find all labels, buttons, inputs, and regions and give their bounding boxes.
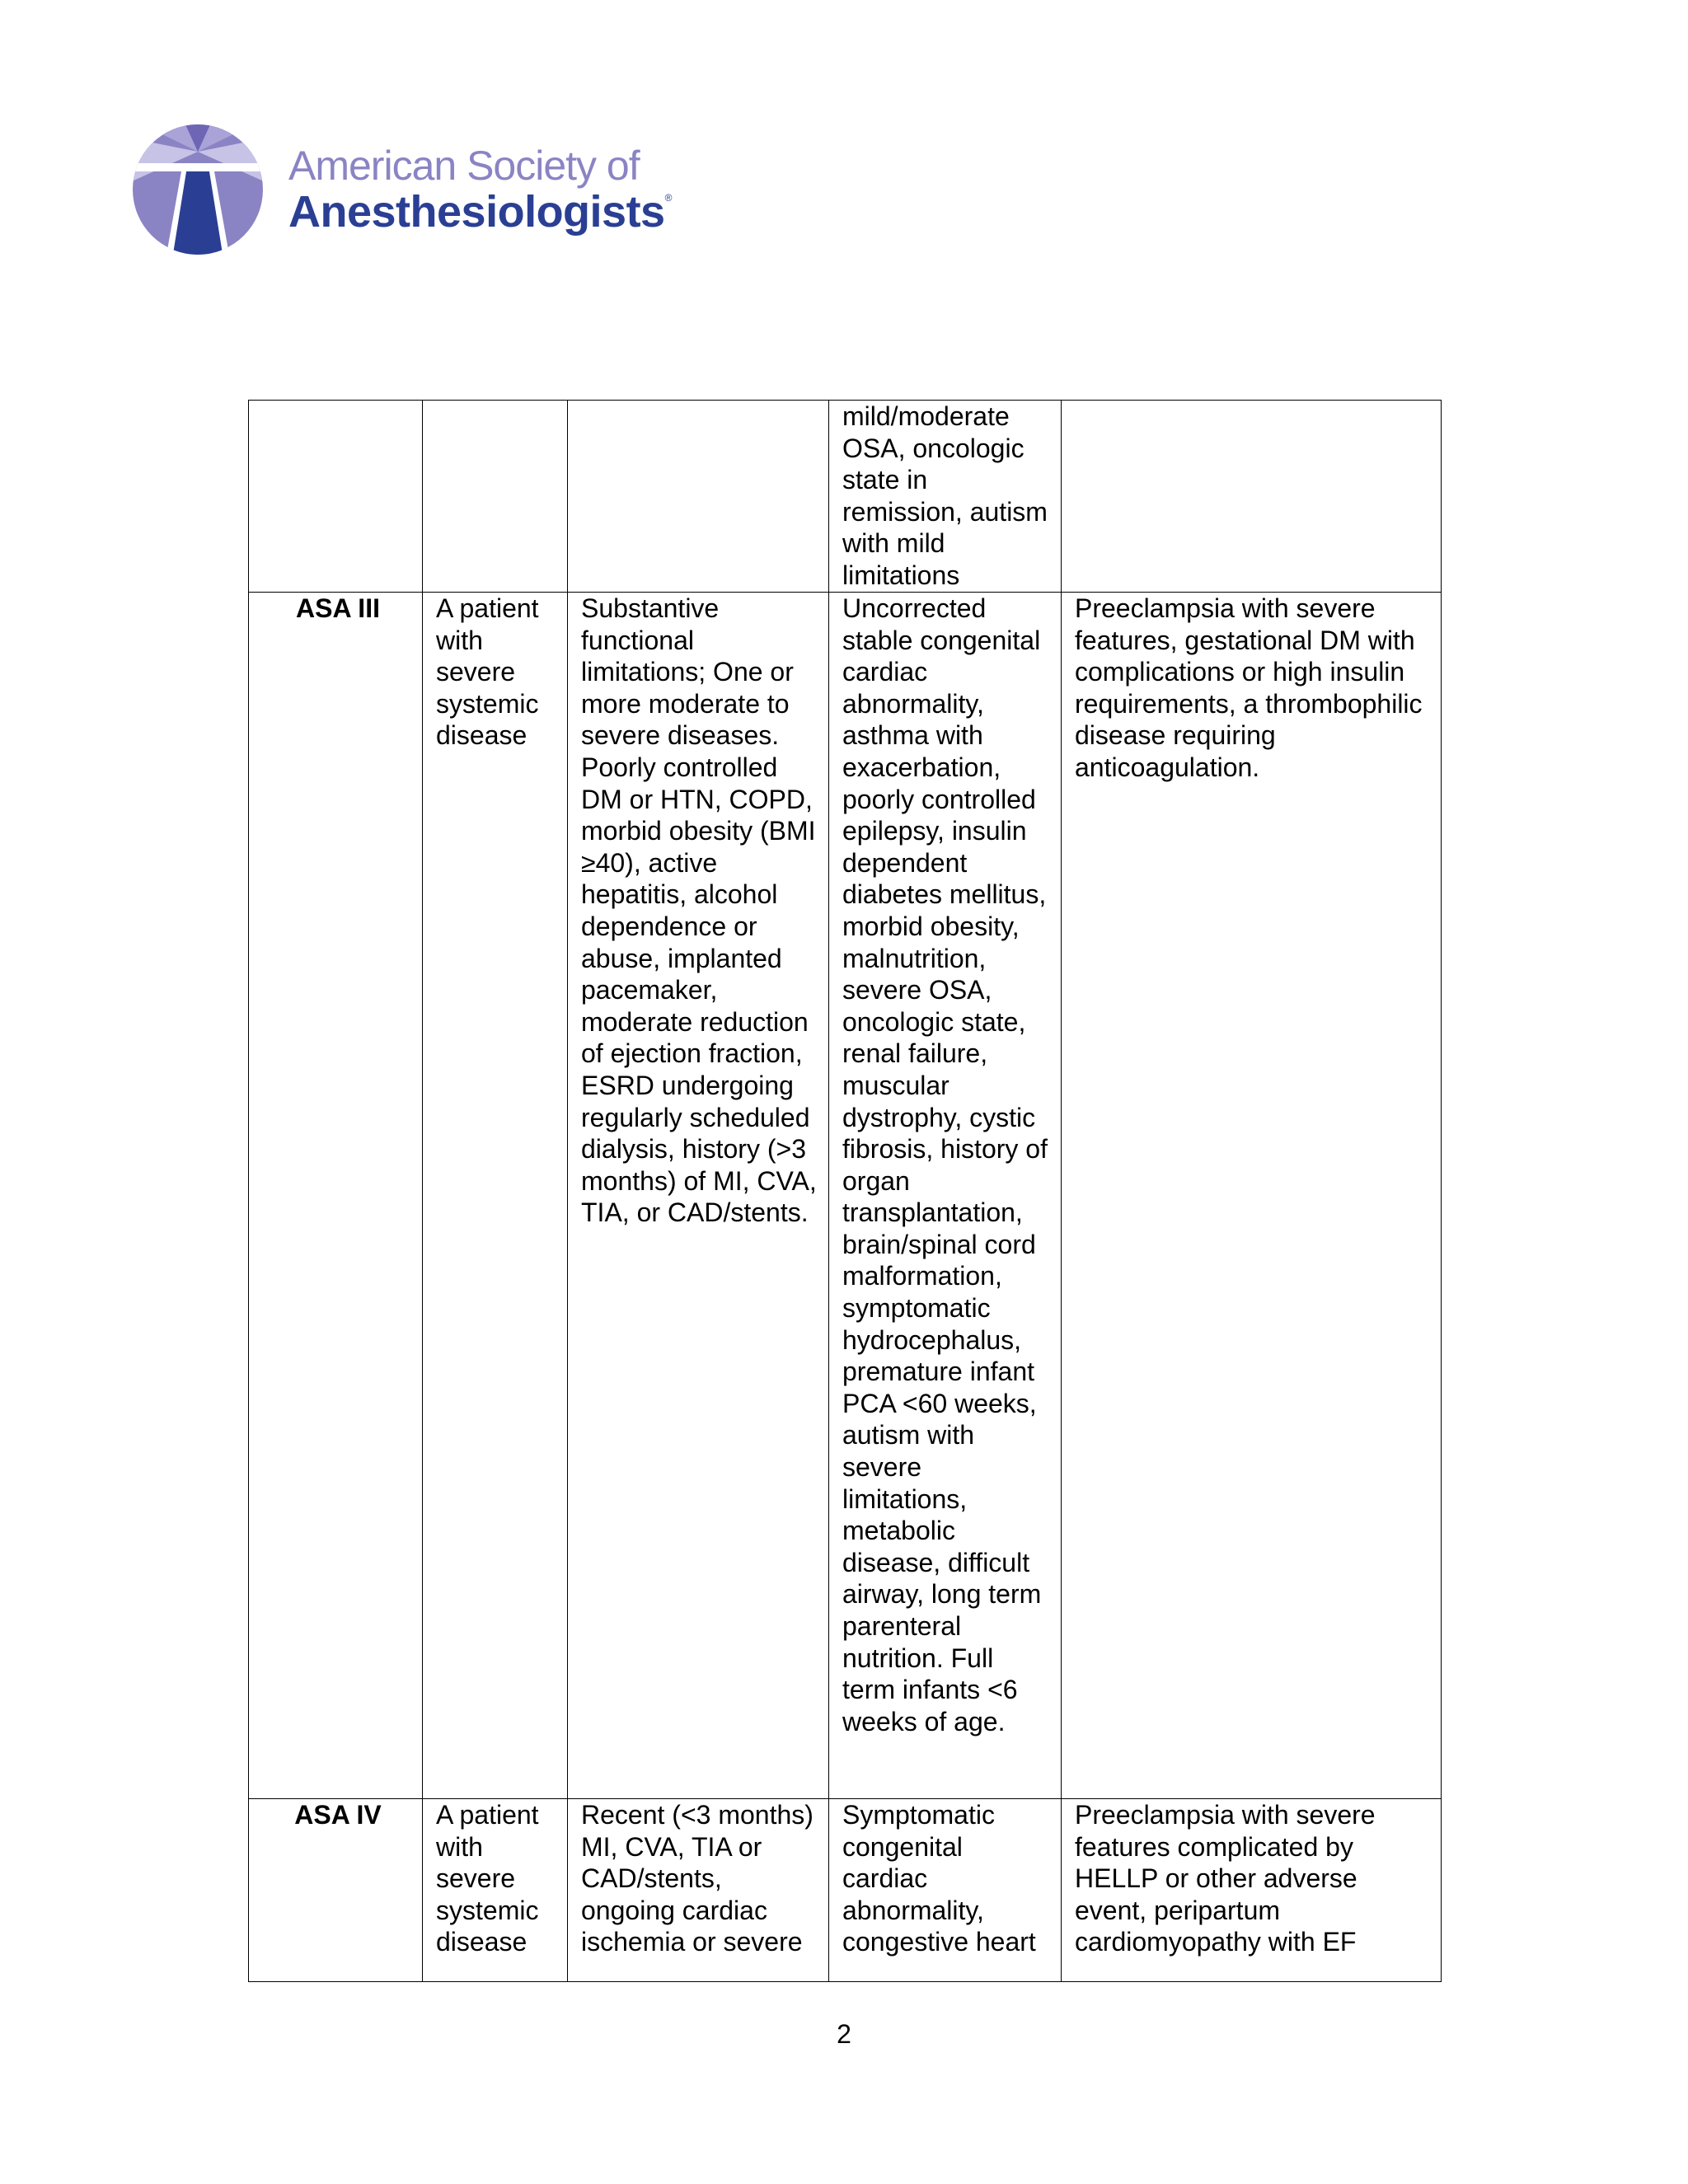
- definition-cell: [423, 401, 568, 593]
- pediatric-examples-cell: Uncorrected stable congenital cardiac abnormality, asthma with exacerbation, poorly controlled epilepsy, insulin dependent diabetes mellitus, morbid obesity, malnutrition, severe OSA, oncologic state, renal failure, muscular dystrophy, cystic fibrosis, history of organ transplantation, brain/spinal cord malformation, symptomatic hydrocephalus, premature infant PCA <60 weeks, autism with severe limitations, metabolic disease, difficult airway, long term parenteral nutrition. Full term infants <6 weeks of age.: [829, 593, 1062, 1799]
- classification-cell: ASA IV: [249, 1799, 423, 1982]
- classification-cell: [249, 401, 423, 593]
- adult-examples-cell: Substantive functional limitations; One or more moderate to severe diseases. Poorly controlled DM or HTN, COPD, morbid obesity (BMI ≥40), active hepatitis, alcohol dependence or abuse, implanted pacemaker, moderate reduction of ejection fraction, ESRD undergoing regularly scheduled dialysis, history (>3 months) of MI, CVA, TIA, or CAD/stents.: [568, 593, 829, 1799]
- classification-cell: ASA III: [249, 593, 423, 1799]
- org-name-line2-text: Anesthesiologists: [288, 187, 665, 237]
- org-name-line2: [288, 187, 672, 237]
- adult-examples-cell: Recent (<3 months) MI, CVA, TIA or CAD/stents, ongoing cardiac ischemia or severe: [568, 1799, 829, 1982]
- obstetric-examples-cell: Preeclampsia with severe features complicated by HELLP or other adverse event, peripartum cardiomyopathy with EF: [1062, 1799, 1442, 1982]
- asa-classification-table: [248, 400, 1442, 1982]
- page-number: 2: [837, 2019, 851, 2049]
- table-row: [249, 1799, 1442, 1982]
- obstetric-examples-cell: [1062, 401, 1442, 593]
- table-row: [249, 593, 1442, 1799]
- pediatric-examples-cell: mild/moderate OSA, oncologic state in remission, autism with mild limitations: [829, 401, 1062, 593]
- pediatric-examples-cell: Symptomatic congenital cardiac abnormality, congestive heart: [829, 1799, 1062, 1982]
- obstetric-examples-cell: Preeclampsia with severe features, gestational DM with complications or high insulin requirements, a thrombophilic disease requiring anticoagulation.: [1062, 593, 1442, 1799]
- table-row: [249, 401, 1442, 593]
- asa-logo: [132, 124, 672, 255]
- adult-examples-cell: [568, 401, 829, 593]
- registered-mark: ®: [664, 192, 672, 204]
- definition-cell: A patient with severe systemic disease: [423, 593, 568, 1799]
- org-name-line1: American Society of: [288, 143, 640, 189]
- definition-cell: A patient with severe systemic disease: [423, 1799, 568, 1982]
- asa-lighthouse-logo-icon: [132, 124, 264, 255]
